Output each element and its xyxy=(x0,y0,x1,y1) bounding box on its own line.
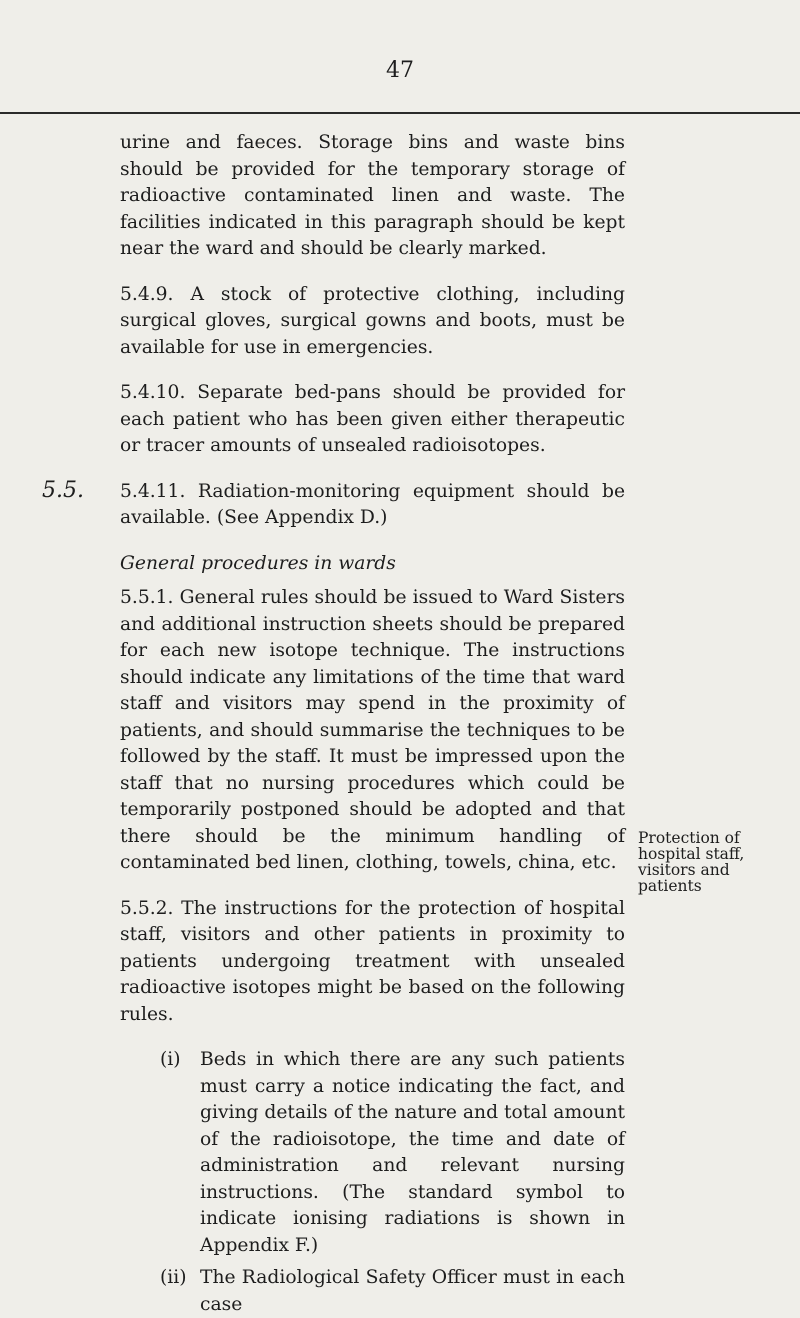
rule-item xyxy=(160,1047,625,1259)
paragraph-5-4-11: 5.4.11. Radiation-monitoring equipment should be available. (See Appendix D.) xyxy=(120,480,625,528)
body-text-column xyxy=(120,130,625,1318)
paragraph-5-5-1: 5.5.1. General rules should be issued to Ward Sisters and additional instruction sheets should be prepared for each new isotope technique. The instructions should indicate any limitations of the time that ward staff and visitors may spend in the proximity of patients, and should summarise the techniques to be followed by the staff. It must be impressed upon the staff that no nursing procedures which could be temporarily postponed should be adopted and that there should be the minimum handling of contaminated bed linen, clothing, towels, china, etc. xyxy=(120,587,625,873)
marginal-note: Protection of hospital staff, visitors and patients xyxy=(638,829,745,895)
paragraph-5-4-10: 5.4.10. Separate bed-pans should be provided for each patient who has been given either therapeutic or tracer amounts of unsealed radioisotopes. xyxy=(120,382,625,456)
paragraph-5-4-9: 5.4.9. A stock of protective clothing, including surgical gloves, surgical gowns and boots, must be available for use in emergencies. xyxy=(120,283,625,358)
rule-text: The Radiological Safety Officer must in each case xyxy=(200,1267,625,1315)
rule-text: Beds in which there are any such patients must carry a notice indicating the fact, and giving details of the nature and total amount of the radioisotope, the time and date of administration and relevant nursing instructions. (The standard symbol to indicate ionising radiations is shown in Appendix F.) xyxy=(200,1049,625,1256)
paragraph-5-5-2: 5.5.2. The instructions for the protection of hospital staff, visitors and other patients in proximity to patients undergoing treatment with unsealed radioactive isotopes might be based on the following rules. xyxy=(120,897,625,1025)
header-rule xyxy=(0,112,800,114)
page-number: 47 xyxy=(386,58,414,83)
section-heading: General procedures in wards xyxy=(120,552,396,574)
rule-item xyxy=(160,1265,625,1318)
paragraph-continued: urine and faeces. Storage bins and waste bins should be provided for the temporary storage of radioactive contaminated linen and waste. The facilities indicated in this paragraph should be kept near the ward and should be clearly marked. xyxy=(120,132,625,259)
rule-number: (ii) xyxy=(160,1267,187,1288)
rules-list xyxy=(160,1047,625,1318)
section-number: 5.5. xyxy=(42,478,84,503)
rule-number: (i) xyxy=(160,1049,181,1070)
